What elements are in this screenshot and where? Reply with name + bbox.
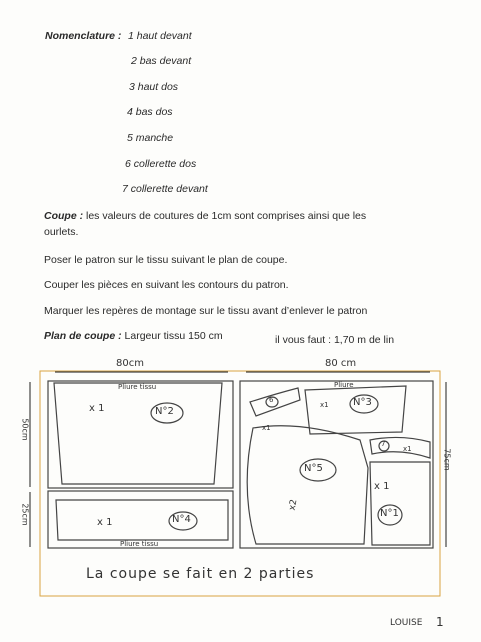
nomenclature-item: 1 haut devant bbox=[128, 30, 192, 42]
piece-5-label: N°5 bbox=[304, 463, 323, 474]
piece-4-outline bbox=[56, 500, 228, 540]
plan-fabric: il vous faut : 1,70 m de lin bbox=[275, 334, 395, 346]
nomenclature-item: 2 bas devant bbox=[131, 55, 192, 67]
qty-label: x 1 bbox=[97, 517, 113, 528]
piece-1-label: N°1 bbox=[380, 508, 399, 519]
qty-label: x 1 bbox=[89, 403, 105, 414]
piece-1-outline bbox=[370, 462, 430, 545]
dim-label-50: 50cm bbox=[20, 418, 30, 441]
diagram-caption: La coupe se fait en 2 parties bbox=[86, 566, 315, 582]
nomenclature-item: 5 manche bbox=[127, 132, 174, 144]
dim-label-75: 75cm bbox=[442, 448, 452, 471]
plan-width: Largeur tissu 150 cm bbox=[121, 330, 223, 342]
qty-label: x2 bbox=[287, 498, 300, 512]
nomenclature-item: 7 collerette devant bbox=[122, 183, 208, 195]
piece-6-label: 6 bbox=[269, 396, 274, 404]
nomenclature-item: 3 haut dos bbox=[129, 81, 179, 93]
nomenclature-item: 6 collerette dos bbox=[125, 158, 197, 170]
dim-label-25: 25cm bbox=[20, 503, 30, 526]
piece-5-outline bbox=[247, 426, 368, 544]
piece-3-outline bbox=[305, 386, 406, 434]
piece-2-outline bbox=[54, 383, 222, 484]
instruction-line: Couper les pièces en suivant les contours du patron. bbox=[44, 279, 289, 291]
coupe-heading: Coupe : bbox=[44, 210, 84, 222]
coupe-text: les valeurs de coutures de 1cm sont comprises ainsi que les bbox=[83, 210, 367, 222]
instruction-line: Poser le patron sur le tissu suivant le plan de coupe. bbox=[44, 254, 288, 266]
nomenclature-heading: Nomenclature : bbox=[45, 30, 122, 42]
qty-label: x1 bbox=[403, 445, 412, 453]
fold-label: Pliure tissu bbox=[118, 383, 157, 391]
footer-page: 1 bbox=[436, 615, 444, 629]
fold-label: Pliure tissu bbox=[120, 540, 159, 548]
piece-3-label: N°3 bbox=[353, 397, 372, 408]
qty-label: x 1 bbox=[374, 481, 390, 492]
piece-4-label: N°4 bbox=[172, 514, 191, 525]
qty-label: x1 bbox=[262, 424, 271, 432]
dim-label-left: 80cm bbox=[116, 358, 144, 369]
piece-2-label: N°2 bbox=[155, 406, 174, 417]
coupe-text-line2: ourlets. bbox=[44, 226, 79, 238]
plan-heading: Plan de coupe : bbox=[44, 330, 122, 342]
footer-name: LOUISE bbox=[390, 618, 423, 628]
dim-label-right: 80 cm bbox=[325, 358, 357, 369]
instruction-line: Marquer les repères de montage sur le tissu avant d’enlever le patron bbox=[44, 305, 368, 317]
qty-label: x1 bbox=[320, 401, 329, 409]
piece-6-outline bbox=[250, 388, 300, 416]
panel-top-left bbox=[48, 381, 233, 488]
nomenclature-item: 4 bas dos bbox=[127, 106, 173, 118]
fold-label: Pliure bbox=[334, 381, 354, 389]
piece-7-label: 7 bbox=[381, 440, 386, 448]
